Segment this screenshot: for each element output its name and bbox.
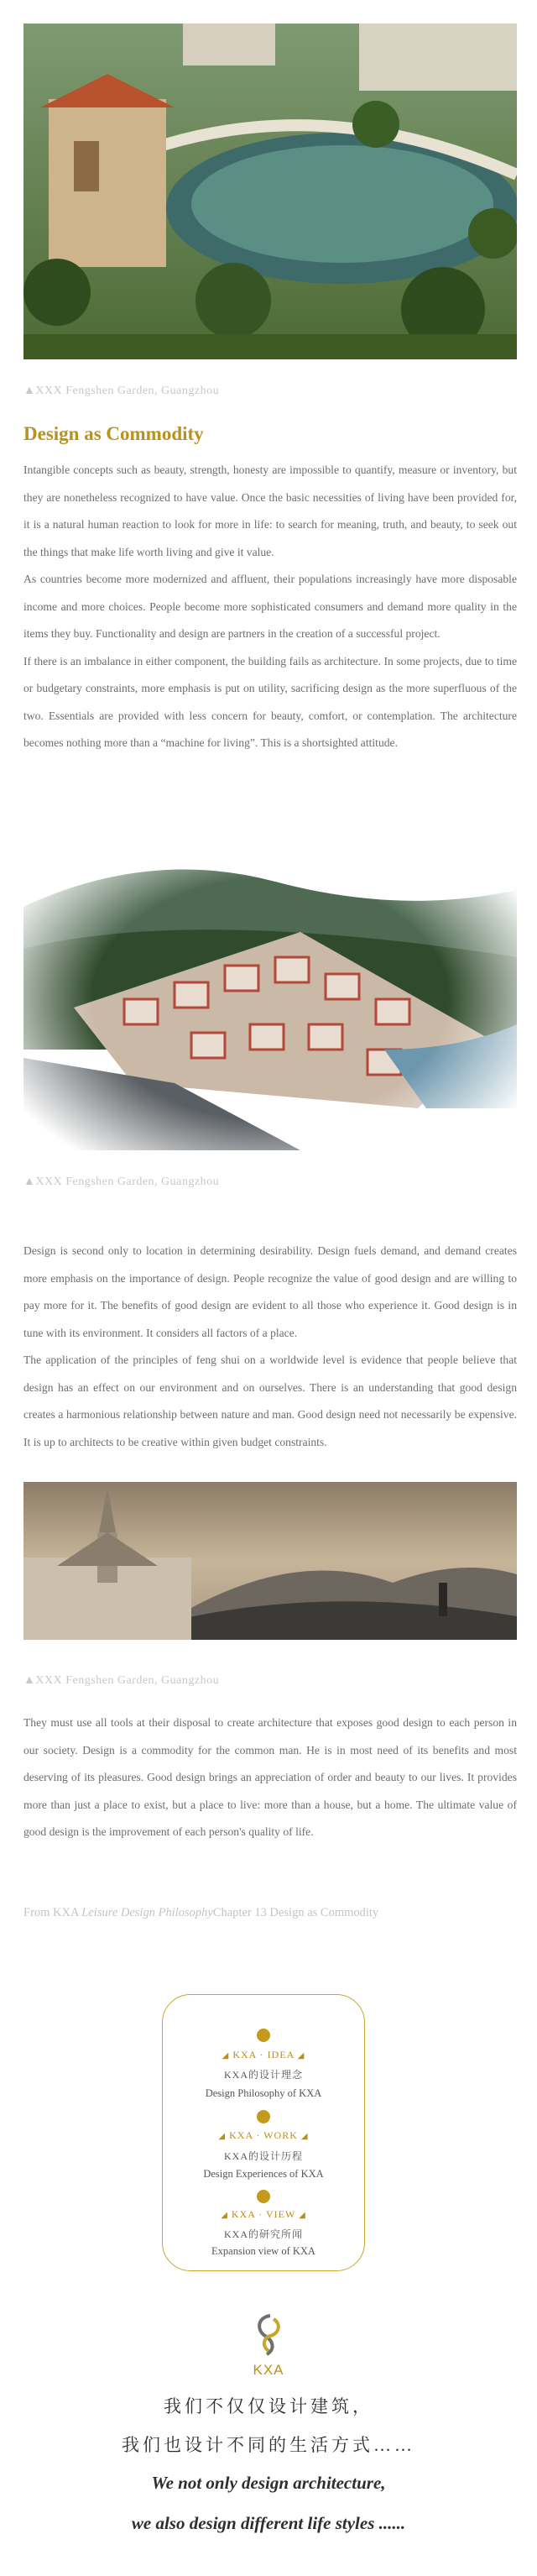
sunset-image-church [23,1482,517,1640]
kxa-logo [245,2311,292,2378]
paragraph: They must use all tools at their disposal to create architecture that exposes good design to each person in our society. Design is a commodity for the common man. He is in most need of its benefits and most deserving of its pleasures. Good design brings an appreciation of order and beauty to our lives. It provides more than just a place to exist, but a place to live: more than a house, but a home. The ultimate value of good design is the improvement of each person's quality of life. [23,1716,517,1838]
card-zh-label: KXA的研究所闻 [224,2228,303,2240]
image-caption: ▲XXX Fengshen Garden, Guangzhou [23,1175,220,1188]
paragraph: Design is second only to location in determining desirability. Design fuels demand, and demand creates more emphasis on the importance of design. People recognize the value of good design and are willing to pay more for it. The benefits of good design are evident to all those who experience it. Good design is in tune with its environment. It considers all factors of a place. [23,1244,517,1339]
card-zh-label: KXA的设计理念 [224,2069,303,2081]
aerial-image-residential [23,831,517,1167]
slogan-en-1: We not only design architecture, [151,2473,386,2493]
source-reference [23,1906,378,1920]
source-prefix: From KXA [23,1906,82,1919]
source-chapter: Chapter 13 Design as Commodity [212,1906,379,1919]
dot-icon [257,2110,270,2123]
slogan-zh-1: 我们不仅仅设计建筑， [164,2396,373,2416]
triangle-icon: ◢ [218,2132,227,2141]
card-tag-label: KXA · WORK [229,2129,298,2141]
triangle-icon: ◢ [221,2211,228,2220]
card-zh-label: KXA的设计历程 [224,2150,303,2162]
card-en-label: Design Experiences of KXA [203,2168,324,2180]
card-tag-idea[interactable] [163,2049,364,2061]
slogan-zh-2: 我们也设计不同的生活方式…… [122,2435,415,2455]
image-caption: ▲XXX Fengshen Garden, Guangzhou [23,1674,220,1687]
card-tag-label: KXA · VIEW [231,2208,296,2220]
kxa-menu-card [162,1994,365,2271]
slogan-en-2: we also design different life styles ...... [131,2513,406,2533]
hero-image-garden [23,24,517,359]
card-en-label: Design Philosophy of KXA [205,2087,322,2099]
section-3-text [23,1709,517,1846]
paragraph: Intangible concepts such as beauty, strength, honesty are impossible to quantify, measure or inventory, but they are nonetheless recognized to have value. Once the basic necessities of living have been provided for, it is a natural human reaction to look for more in life: to search for meaning, truth, and beauty, to seek out the things that make life worth living and give it value. [23,463,517,558]
triangle-icon: ◢ [222,2051,230,2060]
paragraph: If there is an imbalance in either component, the building fails as architecture. In some projects, due to time or budgetary constraints, more emphasis is put on utility, sacrificing design as the more superfluous of the two. Essentials are provided with less concern for beauty, comfort, or contemplation. The architecture becomes nothing more than a “machine for living”. This is a shortsighted attitude. [23,654,517,749]
triangle-icon: ◢ [299,2211,306,2220]
paragraph: The application of the principles of feng shui on a worldwide level is evidence that people believe that design has an effect on our environment and on ourselves. There is an understanding that good design creates a harmonious relationship between nature and man. Good design need not necessarily be expensive. It is up to architects to be creative within given budget constraints. [23,1353,517,1448]
paragraph: As countries become more modernized and affluent, their populations increasingly have more disposable income and more choices. People become more sophisticated consumers and demand more quality in the items they buy. Functionality and design are partners in the creation of a successful project. [23,573,517,640]
triangle-icon: ◢ [300,2132,309,2141]
card-tag-work[interactable] [163,2129,364,2142]
section-1-text [23,457,517,757]
image-caption: ▲XXX Fengshen Garden, Guangzhou [23,385,220,397]
source-book: Leisure Design Philosophy [81,1906,213,1919]
card-tag-label: KXA · IDEA [232,2049,295,2060]
card-en-label: Expansion view of KXA [211,2245,315,2257]
page-title: Design as Commodity [23,423,204,444]
card-tag-view[interactable] [163,2208,364,2221]
triangle-icon: ◢ [297,2051,305,2060]
logo-text: KXA [253,2362,284,2378]
section-2-text [23,1238,517,1456]
dot-icon [257,2190,270,2203]
dot-icon [257,2029,270,2042]
kxa-logo-mark [245,2311,292,2358]
